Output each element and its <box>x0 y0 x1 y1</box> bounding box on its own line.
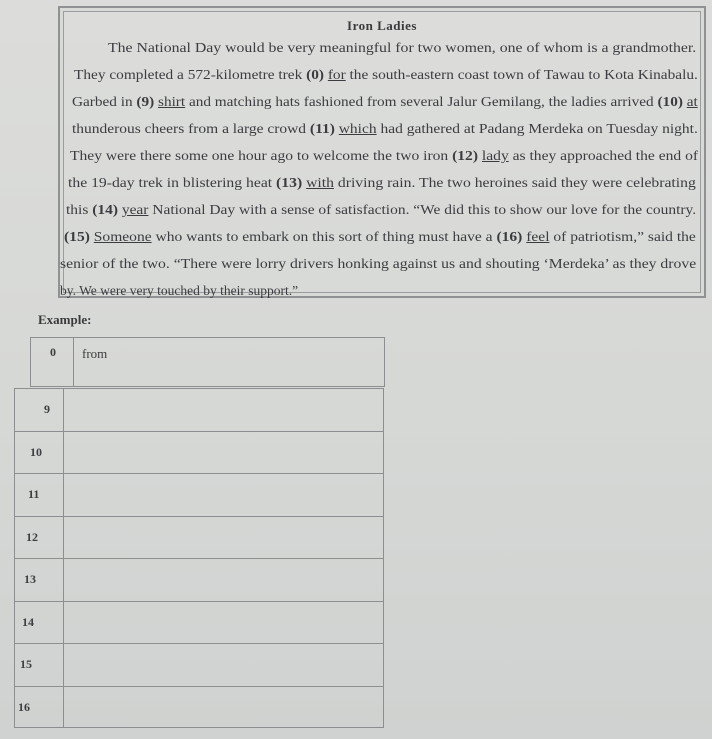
passage-line <box>74 67 698 83</box>
answer-word: which <box>338 121 377 136</box>
answer-word: feel <box>526 229 550 244</box>
blank-number: (0) <box>306 67 324 82</box>
answer-row-number: 13 <box>24 572 36 586</box>
blank-number: (14) <box>92 202 118 217</box>
passage-text-run: the 19-day trek in blistering heat <box>68 175 277 190</box>
passage-text-run: driving rain. The two heroines said they were celebrating <box>333 175 696 190</box>
passage-line <box>72 121 698 137</box>
answer-row-line <box>14 686 384 687</box>
passage-text-run: as they approached the end of <box>508 148 699 163</box>
answer-word: for <box>327 67 346 82</box>
answer-row-number: 16 <box>18 699 30 714</box>
passage-line <box>68 175 696 191</box>
blank-number: (12) <box>452 148 479 163</box>
answer-row-line <box>14 516 384 517</box>
example-number: 0 <box>50 345 56 359</box>
answer-row-line <box>14 558 384 559</box>
answer-row-line <box>14 473 384 474</box>
passage-text-run: thunderous cheers from a large crowd <box>72 121 310 136</box>
blank-number: (10) <box>657 94 683 109</box>
example-answer: from <box>82 346 108 361</box>
example-label: Example: <box>38 312 92 327</box>
answer-row-line <box>14 431 384 432</box>
passage-text-run: the south-eastern coast town of Tawau to Kota Kinabalu. <box>345 67 698 82</box>
passage-text-run: Garbed in <box>72 94 137 109</box>
passage-text-run: had gathered at Padang Merdeka on Tuesday night. <box>376 121 698 136</box>
blank-number: (13) <box>276 175 303 190</box>
passage-text-run: by. We were very touched by their support.” <box>60 283 299 298</box>
answer-word: lady <box>481 148 509 163</box>
passage-line <box>64 229 696 245</box>
passage-line <box>70 148 698 164</box>
passage-line <box>66 202 696 218</box>
blank-number: (16) <box>496 229 523 244</box>
passage-line <box>60 256 696 272</box>
passage-line <box>72 94 698 110</box>
answer-word: at <box>686 94 698 109</box>
passage-text-run: of patriotism,” said the <box>549 229 696 244</box>
passage-text-run: this <box>66 202 93 217</box>
blank-number: (11) <box>309 121 335 136</box>
answer-row-line <box>14 643 384 644</box>
passage-text-run: who wants to embark on this sort of thing must have a <box>151 229 497 244</box>
answer-row-number: 10 <box>30 444 42 459</box>
answer-word: shirt <box>158 94 186 109</box>
answer-row-number: 15 <box>20 657 32 671</box>
passage-text-run: senior of the two. “There were lorry drivers honking against us and shouting ‘Merdeka’ as they drove <box>60 256 697 271</box>
answer-word: Someone <box>93 229 152 244</box>
blank-number: (9) <box>136 94 155 109</box>
answer-row-number: 11 <box>28 487 40 501</box>
passage-line <box>108 40 696 56</box>
answer-row-number: 14 <box>22 614 34 629</box>
passage-text-run: The National Day would be very meaningful for two women, one of whom is a grandmother. <box>108 40 697 55</box>
passage-text-run: They were there some one hour ago to welcome the two iron <box>70 148 453 163</box>
example-divider <box>73 338 74 386</box>
blank-number: (15) <box>64 229 90 244</box>
answer-word: with <box>306 175 334 190</box>
passage-line <box>60 283 298 299</box>
passage-title: Iron Ladies <box>347 18 417 33</box>
answer-word: year <box>121 202 149 217</box>
example-box <box>30 337 385 387</box>
passage-text-run: They completed a 572-kilometre trek <box>74 67 307 82</box>
answer-row-number: 12 <box>26 529 38 544</box>
passage-text-run: and matching hats fashioned from several Jalur Gemilang, the ladies arrived <box>185 94 658 109</box>
passage-text-run: National Day with a sense of satisfaction. “We did this to show our love for the country. <box>148 202 697 217</box>
answer-row-line <box>14 601 384 602</box>
answer-row-number: 9 <box>44 402 50 416</box>
